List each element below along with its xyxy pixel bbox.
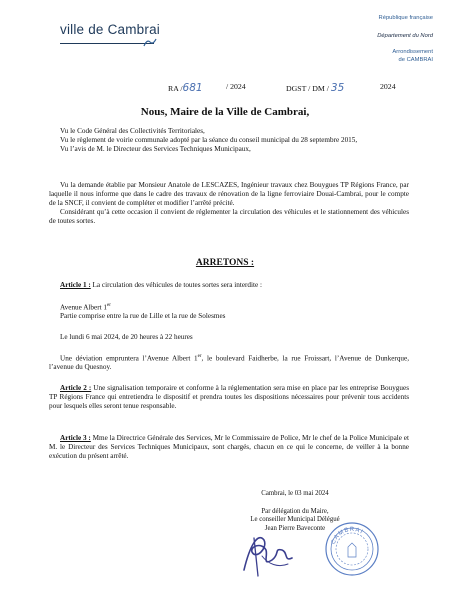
stamp-text: CAMBRAI [330,526,365,546]
header-arrondissement [392,48,433,64]
visa-line: Vu le Code Général des Collectivités Territoriales, [60,127,205,135]
arrondissement-line: de CAMBRAI [398,57,433,63]
article-2-text: Une signalisation temporaire et conforme à la réglementation sera mise en place par les entreprise Bouygues TP Régions France qui entretiendra le dispositif et prendra toutes les dispositions nécessaires pour prévenir tous accidents pour lesquels elles seront tenue responsable. [49,384,409,410]
signatory-name: Jean Pierre Baveconte [264,524,326,532]
article-1-date [49,333,409,342]
role-line: Le conseiller Municipal Délégué [250,516,340,524]
header-department: Département du Nord [377,33,433,39]
arretons-heading [0,258,450,268]
logo-wave-icon [143,38,157,47]
dgst-number: 35 [330,82,345,94]
ra-prefix: RA / [168,84,183,93]
article-3-label: Article 3 : [60,434,91,442]
article-3-text: Mme la Directrice Générale des Services, Mr le Commissaire de Police, Mr le chef de la Police Municipale et M. le Directeur des Services Techniques Municipaux, sont chargés, chacun en ce qui le concerne, de veiller à la bonne exécution du présent arrêté. [49,434,409,460]
visa-line: Vu le règlement de voirie communale adopté par la séance du conseil municipal du 28 septembre 2015, [60,135,358,144]
visas-block [49,127,409,154]
street-section: Partie comprise entre la rue de Lille et la rue de Solesmes [60,312,226,321]
deviation-pre: Une déviation empruntera l’Avenue Albert 1 [60,354,198,363]
page-title: Nous, Maire de la Ville de Cambrai, [140,106,310,118]
street-name: Avenue Albert 1 [60,303,107,312]
delegation-line: Par délégation du Maire, [261,508,329,515]
request-paragraph: Vu la demande établie par Monsieur Anatole de LESCAZES, Ingénieur travaux chez Bouygues TP Régions France, par laquelle il nous informe que dans le cadre des travaux de rénovation de la ligne ferroviaire Douai-Cambrai, pour le compte de la SNCF, il convient de compléter et modifier l’arrêté précité. [49,181,409,207]
article-2-label: Article 2 : [60,384,92,392]
closure-date: Le lundi 6 mai 2024, de 20 heures à 22 heures [60,333,193,341]
article-1-location [49,302,409,321]
article-3 [49,434,409,461]
svg-text:CAMBRAI [331,527,365,545]
deviation-post: , le boulevard Faidherbe, la rue Froissart, l’Avenue de Dunkerque, l’avenue du Quesnoy. [49,354,409,372]
header-republic: République française [378,15,433,21]
arrondissement-line: Arrondissement [392,49,433,55]
ra-number: 681 [182,82,203,94]
article-2 [49,384,409,411]
street-sup: er [106,303,111,308]
logo-text: ville de Cambrai [60,22,160,37]
considerant-paragraph: Considérant qu’à cette occasion il convient de réglementer la circulation des véhicules et le stationnement des véhicules de toutes sortes. [49,207,409,225]
dgst-reference [286,82,344,94]
city-logo [60,22,172,48]
arretons-text: ARRETONS : [195,258,255,268]
dgst-prefix: DGST / DM / [286,84,329,93]
article-1-text: La circulation des véhicules de toutes sortes sera interdite : [90,281,262,289]
article-1-label: Article 1 : [60,281,91,289]
logo-underline [60,43,154,44]
official-stamp [324,521,380,577]
ra-reference [168,82,203,94]
ra-year: / 2024 [226,82,246,91]
considerants-block [49,181,409,226]
place-date: Cambrai, le 03 mai 2024 [261,490,329,497]
handwritten-signature [228,520,328,580]
article-1 [49,281,409,290]
deviation-sup: er [197,354,202,359]
visa-line: Vu l’avis de M. le Directeur des Services Techniques Municipaux, [60,144,251,153]
dgst-year: 2024 [380,82,396,91]
article-1-deviation [49,353,409,372]
